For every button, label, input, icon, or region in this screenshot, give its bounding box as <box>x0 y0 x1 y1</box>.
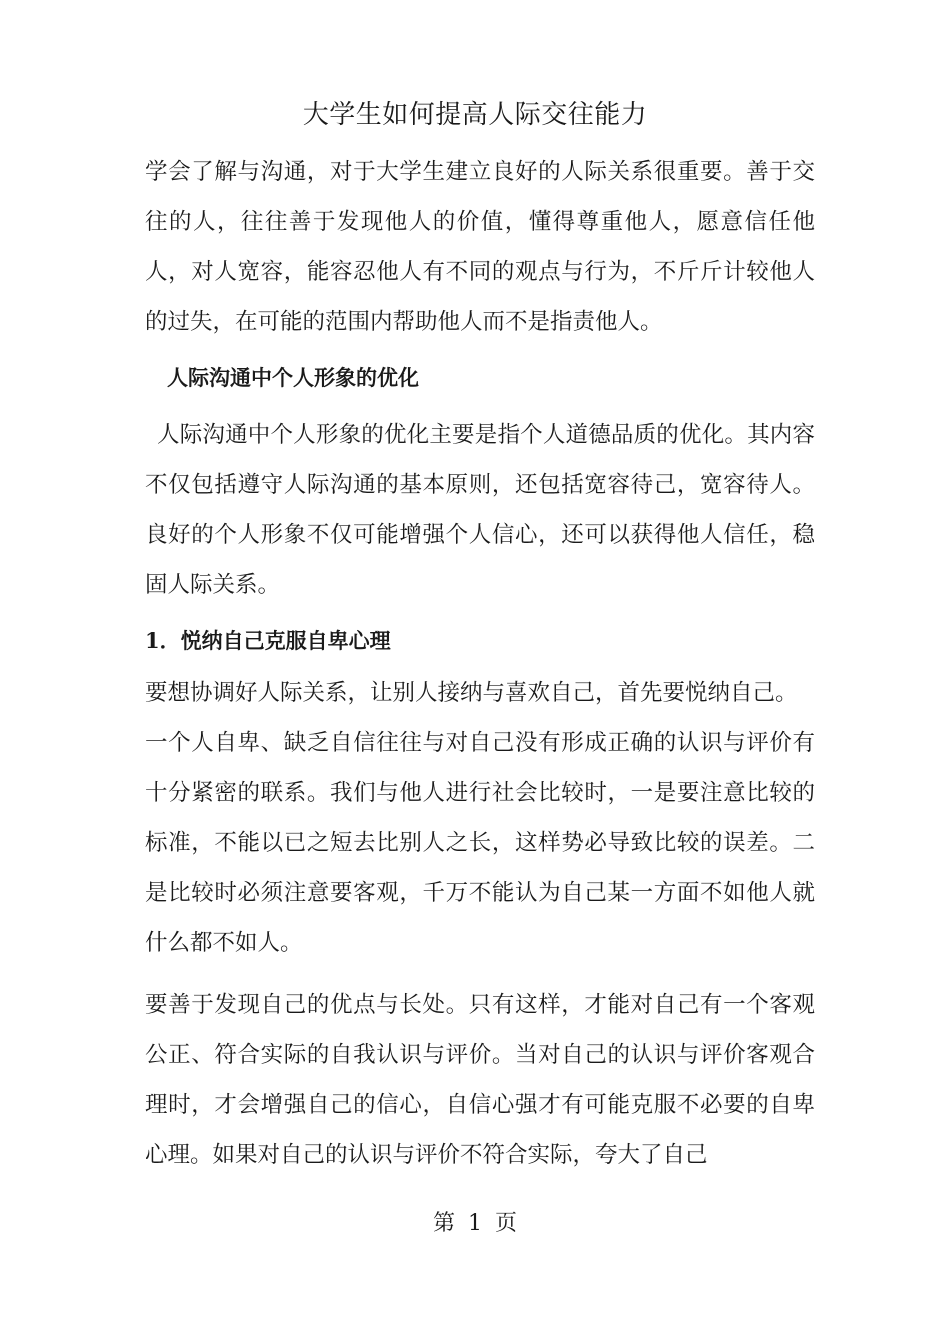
paragraph-comparison: 一个人自卑、缺乏自信往往与对自己没有形成正确的认识与评价有十分紧密的联系。我们与他人进行社会比较时，一是要注意比较的标准，不能以已之短去比别人之长，这样势必导致比较的误差。二是比较时必须注意要客观，千万不能认为自己某一方面不如他人就什么都不如人。 <box>145 730 815 956</box>
page-number: 第 1 页 <box>433 1211 517 1236</box>
subsection-heading-self-acceptance: 1．悦纳自己克服自卑心理 <box>145 628 391 653</box>
paragraph-self-acceptance: 要想协调好人际关系，让别人接纳与喜欢自己，首先要悦纳自己。 <box>145 680 798 706</box>
document-title: 大学生如何提高人际交往能力 <box>302 100 648 130</box>
paragraph-intro: 学会了解与沟通，对于大学生建立良好的人际关系很重要。善于交往的人，往往善于发现他人的价值，懂得尊重他人，愿意信任他人，对人宽容，能容忍他人有不同的观点与行为，不斤斤计较他人的过失，在可能的范围内帮助他人而不是指责他人。 <box>145 159 815 335</box>
paragraph-strengths: 要善于发现自己的优点与长处。只有这样，才能对自己有一个客观公正、符合实际的自我认识与评价。当对自己的认识与评价客观合理时，才会增强自己的信心，自信心强才有可能克服不必要的自卑心理。如果对自己的认识与评价不符合实际，夸大了自己 <box>145 992 815 1168</box>
paragraph-image-optimization: 人际沟通中个人形象的优化主要是指个人道德品质的优化。其内容不仅包括遵守人际沟通的基本原则，还包括宽容待己，宽容待人。良好的个人形象不仅可能增强个人信心，还可以获得他人信任，稳固人际关系。 <box>145 422 815 598</box>
section-heading-image-optimization: 人际沟通中个人形象的优化 <box>167 365 419 390</box>
